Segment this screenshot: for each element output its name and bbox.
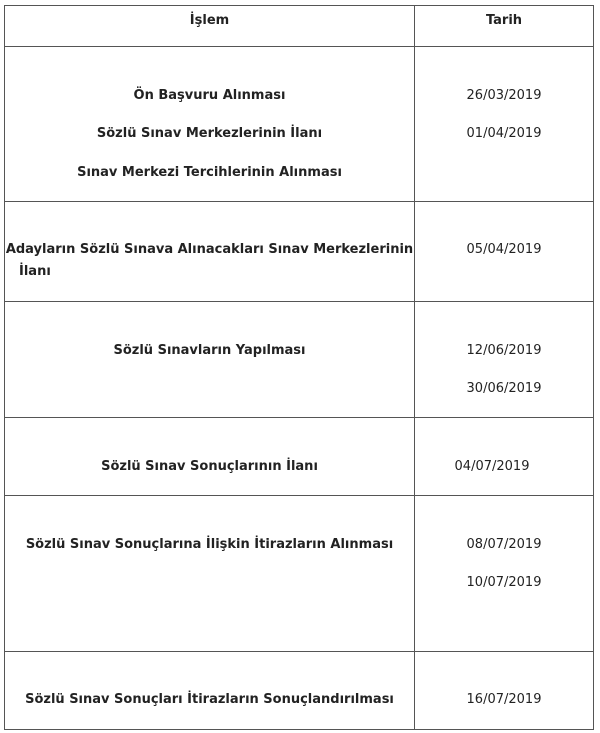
row-divider [5,201,593,202]
column-divider [414,6,415,729]
row-6-line-1: Sözlü Sınav Sonuçları İtirazların Sonuçlandırılması [25,692,394,707]
row-6-date-1: 16/07/2019 [466,692,542,707]
row-divider [5,495,593,496]
row-5-line-1: Sözlü Sınav Sonuçlarına İlişkin İtirazların Alınması [25,537,394,552]
row-1-line-1: Ön Başvuru Alınması [133,88,286,103]
row-divider [5,417,593,418]
row-divider [5,301,593,302]
row-4-date-1: 04/07/2019 [454,459,530,474]
row-5-date-2: 10/07/2019 [466,575,542,590]
row-1-date-1: 26/03/2019 [466,88,542,103]
row-3-date-1: 12/06/2019 [466,343,542,358]
row-2-line-2: İlanı [19,264,51,279]
row-1-date-2: 01/04/2019 [466,126,542,141]
row-5-date-1: 08/07/2019 [466,537,542,552]
row-1-line-2: Sözlü Sınav Merkezlerinin İlanı [96,126,323,141]
schedule-table [4,5,594,730]
row-2-line-1: Adayların Sözlü Sınava Alınacakları Sınav Merkezlerinin [5,242,414,257]
row-divider [5,651,593,652]
header-tarih: Tarih [485,13,523,28]
row-3-date-2: 30/06/2019 [466,381,542,396]
row-4-line-1: Sözlü Sınav Sonuçlarının İlanı [101,459,318,474]
header-islem: İşlem [189,13,230,28]
row-divider [5,46,593,47]
row-3-line-1: Sözlü Sınavların Yapılması [113,343,306,358]
row-2-date-1: 05/04/2019 [466,242,542,257]
row-1-line-3: Sınav Merkezi Tercihlerinin Alınması [77,165,342,180]
